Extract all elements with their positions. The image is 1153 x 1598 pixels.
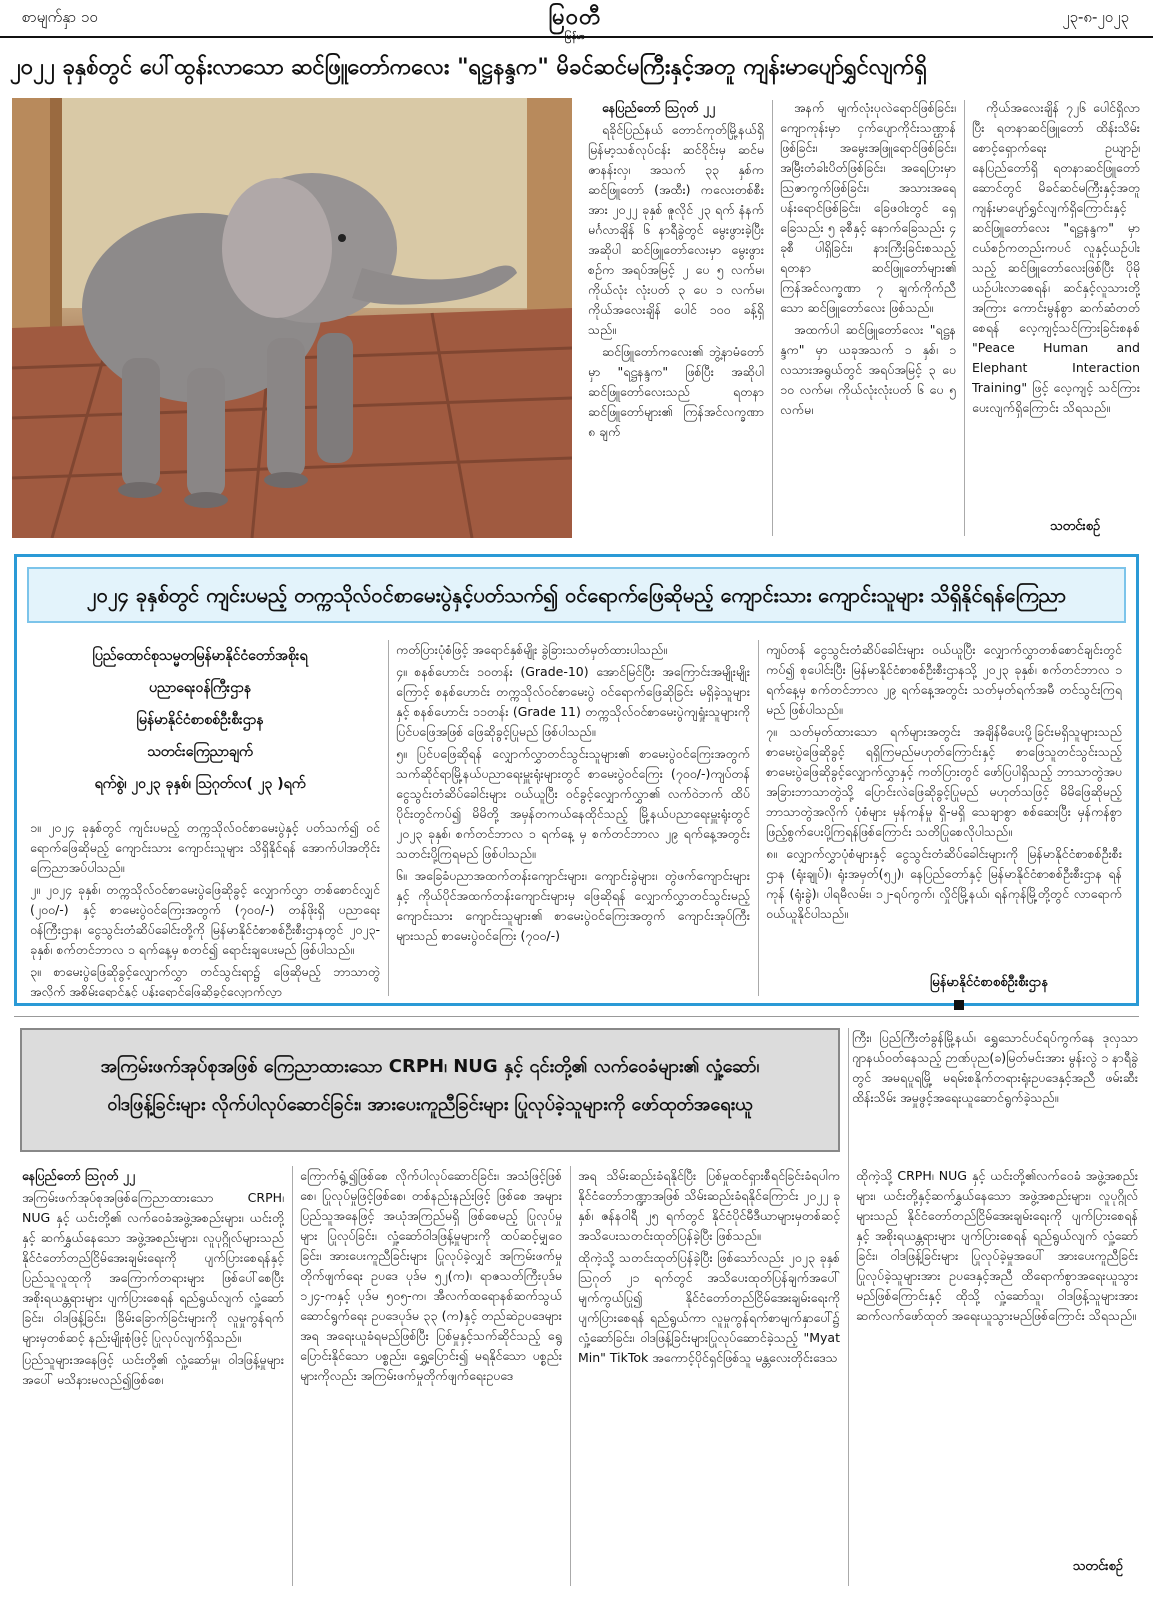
- column-rule: [848, 1028, 849, 1586]
- story1-paragraph: ရခိုင်ပြည်နယ် တောင်ကုတ်မြို့နယ်ရှိ မြန်မာ့သစ်လုပ်ငန်း ဆင်ဝိုင်းမှ ဆင်မ ဇာနန်းလှ၊ အသက် ၃၃ နှစ်က ဆင်ဖြူတော် (အထီး) ကလေးတစ်စီးအား ၂၀၂၂ ခုနှစ် ဇူလိုင် ၂၃ ရက် နံနက် မင်္ဂလာချိန် ၆ နာရီခွဲတွင် မွေးဖွားခဲ့ပြီး အဆိုပါ ဆင်ဖြူတော်လေးမှာ မွေးဖွားစဉ်က အရပ်အမြင့် ၂ ပေ ၅ လက်မ၊ ကိုယ်လုံး လုံးပတ် ၃ ပေ ၁ လက်မ၊ ကိုယ်အလေးချိန် ပေါင် ၁၀၀ ခန့်ရှိသည်။: [588, 122, 764, 337]
- story1-paragraph: အထက်ပါ ဆင်ဖြူတော်လေး "ရဋ္ဌနန္ဒက" မှာ ယခုအသက် ၁ နှစ်၊ ၁ လသားအရွယ်တွင် အရပ်အမြင့် ၃ ပေ ၁၀ လက်မ၊ ကိုယ်လုံးလုံးပတ် ၆ ပေ ၅ လက်မ၊: [780, 322, 956, 417]
- notice-paragraph: ၄။ စနစ်ဟောင်း ၁၀တန်း (Grade-10) အောင်မြင်ပြီး အကြောင်းအမျိုးမျိုးကြောင့် စနစ်ဟောင်း တက္ကသိုလ်ဝင်စာမေးပွဲ ဝင်ရောက်ဖြေဆိုခြင်း မရှိခဲ့သူများနှင့် စနစ်ဟောင်း ၁၁တန်း (Grade 11) တက္ကသိုလ်ဝင်စာမေးပွဲကျရှုံးသူများကို ပြင်ပဖြေအဖြစ် ဖြေဆိုခွင့်ပြုမည် ဖြစ်ပါသည်။: [396, 664, 750, 739]
- story3-headline-line: ဝါဒဖြန့်ခြင်းများ လိုက်ပါလုပ်ဆောင်ခြင်း၊ အားပေးကူညီခြင်းများ ပြုလုပ်ခဲ့သူများကို ဖော်ထုတ်အရေးယူ: [107, 1094, 753, 1115]
- notice-paragraph: ကျပ်တန် ငွေသွင်းတံဆိပ်ခေါင်းများ ဝယ်ယူပြီး လျှောက်လွှာတစ်စောင်ချင်းတွင်ကပ်၍ စုပေါင်းပြီး မြန်မာနိုင်ငံစာစစ်ဦးစီးဌာနသို့ ၂၀၂၃ ခုနှစ်၊ စက်တင်ဘာလ ၁ ရက်နေ့မှ စက်တင်ဘာလ ၂၉ ရက်နေ့အတွင်း သတ်မှတ်ရက်အမီ တင်သွင်းကြရမည် ဖြစ်ပါသည်။: [766, 642, 1122, 717]
- story1-byline: သတင်းစဉ်: [1050, 519, 1101, 534]
- story3-paragraph: ကြီး၊ ပြည်ကြီးတံခွန်မြို့နယ်၊ ရွှေသောင်ပင်ရပ်ကွက်နေ ဒုလှသာဂျာနယ်ဝတ်နေသည့် ဉာဏ်ပုည(ခ)မြတ်မင်းအား မွန်းလွဲ ၁ နာရီခွဲတွင် အမရပူရမြို့ မရမ်းစနိုက်တရားရုံးဥပဒေနှင့်အညီ ဖမ်းဆီးထိန်းသိမ်း အမှုဖွင့်အရေးယူဆောင်ရွက်ခဲ့သည်။: [852, 1030, 1138, 1105]
- logo-text: မြဝတီ: [548, 4, 602, 30]
- section-separator: [14, 1016, 1139, 1017]
- story3-headline-banner: [20, 1028, 840, 1152]
- notice-column-3: [766, 640, 1122, 970]
- page-number: စာမျက်နှာ ၁၀: [22, 8, 98, 26]
- white-elephant-calf-image: [12, 98, 572, 538]
- story1-paragraph: ဆင်ဖြူတော်ကလေး၏ ဘွဲ့နာမံတော်မှာ "ရဋ္ဌနန္ဒက" ဖြစ်ပြီး အဆိုပါ ဆင်ဖြူတော်လေးသည် ရတနာ ဆင်ဖြူတော်များ၏ ကြန်အင်လက္ခဏာ ၈ ချက်: [588, 344, 764, 439]
- notice-signature: မြန်မာနိုင်ငံစာစစ်ဦးစီးဌာန: [930, 975, 1048, 990]
- end-mark: [954, 1000, 964, 1010]
- logo-subtext: မြန်မာ: [564, 32, 586, 42]
- story3-paragraph: ထိုကဲ့သို့ သတင်းထုတ်ပြန်ခဲ့ပြီး ဖြစ်သော်လည်း ၂၀၂၃ ခုနှစ် ဩဂုတ် ၂၁ ရက်တွင် အသိပေးထုတ်ပြန်ချက်အပေါ် မျက်ကွယ်ပြု၍ နိုင်ငံတော်တည်ငြိမ်အေးချမ်းရေးကို ပျက်ပြားစေရန် ရည်ရွယ်ကာ လူမှုကွန်ရက်စာမျက်နှာပေါ်၌ လှုံ့ဆော်ခြင်း၊ ဝါဒဖြန့်ခြင်းများပြုလုပ်ဆောင်ခဲ့သည့် "Myat Min" TikTok အကောင့်ပိုင်ရှင်ဖြစ်သူ မန္တလေးတိုင်းဒေသ: [578, 1250, 840, 1365]
- story3-column-2: [300, 1166, 562, 1586]
- notice-heading-line: ရက်စွဲ၊ ၂၀၂၃ ခုနှစ်၊ ဩဂုတ်လ( ၂၃ )ရက်: [94, 776, 306, 792]
- story3-paragraph: ကြောက်ရွံ့၍ဖြစ်စေ လိုက်ပါလုပ်ဆောင်ခြင်း၊ အသံဖြင့်ဖြစ်စေ၊ ပြုလုပ်မှုဖြင့်ဖြစ်စေ၊ တစ်နည်းနည်းဖြင့် ဖြစ်စေ အများပြည်သူအနေဖြင့် အယုံအကြည်မရှိ ဖြစ်စေမည့် ပြုလုပ်မှုများ ပြုလုပ်ခြင်း၊ လှုံ့ဆော်ဝါဒဖြန့်မှုများကို ထပ်ဆင့်မျှဝေခြင်း၊ အားပေးကူညီခြင်းများ ပြုလုပ်ခဲ့လျှင် အကြမ်းဖက်မှုတိုက်ဖျက်ရေး ဥပဒေ ပုဒ်မ ၅၂(က)၊ ရာဇသတ်ကြီးပုဒ်မ ၁၂၄-ကနှင့် ပုဒ်မ ၅၀၅-က၊ အီလက်ထရောနစ်ဆက်သွယ်ဆောင်ရွက်ရေး ဥပဒေပုဒ်မ ၃၃ (က)နှင့် တည်ဆဲဥပဒေများအရ အရေးယူခံရမည်ဖြစ်ပြီး ပြစ်မှုနှင့်သက်ဆိုင်သည့် ရွေ့ပြောင်းနိုင်သော ပစ္စည်း၊ ရွှေ့ပြောင်း၍ မရနိုင်သော ပစ္စည်းများကိုလည်း အကြမ်းဖက်မှုတိုက်ဖျက်ရေးဥပဒေ: [300, 1168, 562, 1383]
- issue-date: ၂၃-၈-၂၀၂၃: [1062, 8, 1129, 26]
- story1-column-1: [588, 98, 764, 538]
- notice-heading-line: ပြည်ထောင်စုသမ္မတမြန်မာနိုင်ငံတော်အစိုးရ: [92, 648, 308, 664]
- column-rule: [388, 640, 389, 996]
- story1-headline: ၂၀၂၂ ခုနှစ်တွင် ပေါ်ထွန်းလာသော ဆင်ဖြူတော်ကလေး "ရဋ္ဌနန္ဒက" မိခင်ဆင်မကြီးနှင့်အတူ ကျန်းမာပျော်ရွှင်လျက်ရှိ: [10, 55, 928, 80]
- column-rule: [570, 1166, 571, 1586]
- story3-column-3: [578, 1166, 840, 1586]
- story3-dateline: နေပြည်တော် ဩဂုတ် ၂၂: [22, 1168, 136, 1183]
- notice-paragraph: ၂။ ၂၀၂၄ ခုနှစ်၊ တက္ကသိုလ်ဝင်စာမေးပွဲဖြေဆိုခွင့် လျှောက်လွှာ တစ်စောင်လျှင် (၂၀၀/-) နှင့် စာမေးပွဲဝင်ကြေးအတွက် (၇၀၀/-) တန်ဖိုးရှိ ပညာရေးဝန်ကြီးဌာန၊ ငွေသွင်းတံဆိပ်ခေါင်းတို့ကို မြန်မာနိုင်ငံစာစစ်ဦးစီးဌာနတွင် ၂၀၂၃-ခုနှစ်၊ စက်တင်ဘာလ ၁ ရက်နေ့မှ စတင်၍ ရောင်းချပေးမည် ဖြစ်ပါသည်။: [30, 882, 380, 957]
- notice-heading-line: ပညာရေးဝန်ကြီးဌာန: [149, 680, 251, 696]
- notice-paragraph: ၆။ အခြေခံပညာအထက်တန်းကျောင်းများ၊ ကျောင်းခွဲများ၊ တွဲဖက်ကျောင်းများနှင့် ကိုယ်ပိုင်အထက်တန်းကျောင်းများမှ ဖြေဆိုရန် လျှောက်လွှာတင်သွင်းမည့် ကျောင်းသား ကျောင်းသူများ၏ စာမေးပွဲဝင်ကြေးအတွက် ကျောင်းအုပ်ကြီးများသည် စာမေးပွဲဝင်ကြေး (၇၀၀/-): [396, 868, 750, 943]
- notice-paragraph: ၇။ သတ်မှတ်ထားသော ရက်များအတွင်း အချိန်မီပေးပို့ခြင်းမရှိသူများသည် စာမေးပွဲဖြေဆိုခွင့် ရရှိကြမည်မဟုတ်ကြောင်းနှင့် စာဖြေသူတင်သွင်းသည့် စာမေးပွဲဖြေဆိုခွင့်လျှောက်လွှာနှင့် ကတ်ပြားတွင် ဖော်ပြပါရှိသည့် ဘာသာတွဲအပ အခြားဘာသာတွဲသို့ ပြောင်းလဲဖြေဆိုခွင့်ပြုမည် မဟုတ်သဖြင့် မိမိဖြေဆိုမည့် ဘာသာတွဲအလိုက် ပုံစံများ မှန်ကန်မှု ရှိ-မရှိ သေချာစွာ စစ်ဆေးပြီး မှန်ကန်စွာဖြည့်စွက်ပေးပို့ကြရန်ဖြစ်ကြောင်း သတိပြုစေလိုပါသည်။: [766, 724, 1122, 839]
- story1-column-2: [780, 98, 956, 538]
- page-header: [0, 0, 1153, 42]
- story3-column-1: [22, 1166, 284, 1566]
- story3-byline: သတင်းစဉ်: [1072, 1559, 1123, 1574]
- story3-paragraph: အရ သိမ်းဆည်းခံရနိုင်ပြီး ပြစ်မှုထင်ရှားစီရင်ခြင်းခံရပါက နိုင်ငံတော်ဘဏ္ဍာအဖြစ် သိမ်းဆည်းခံရနိုင်ကြောင်း ၂၀၂၂ ခုနှစ်၊ ဇန်နဝါရီ ၂၅ ရက်တွင် နိုင်ငံပိုင်မီဒီယာများမှတစ်ဆင့် အသိပေးသတင်းထုတ်ပြန်ခဲ့ပြီး ဖြစ်သည်။: [578, 1168, 840, 1243]
- notice-heading-line: မြန်မာနိုင်ငံစာစစ်ဦးစီးဌာန: [136, 712, 264, 728]
- story3-right-top-text: [852, 1028, 1138, 1156]
- exam-notice-banner: ၂၀၂၄ ခုနှစ်တွင် ကျင်းပမည့် တက္ကသိုလ်ဝင်စာမေးပွဲနှင့်ပတ်သက်၍ ဝင်ရောက်ဖြေဆိုမည့် ကျောင်းသား ကျောင်းသူများ သိရှိနိုင်ရန်ကြေညာ: [27, 567, 1126, 623]
- story1-paragraph: ကိုယ်အလေးချိန် ၇၂၆ ပေါင်ရှိလာပြီး ရတနာဆင်ဖြူတော် ထိန်းသိမ်း စောင့်ရှောက်ရေး ဥယျာဉ်၊ နေပြည်တော်ရှိ ရတနာဆင်ဖြူတော်ဆောင်တွင် မိခင်ဆင်မကြီးနှင့်အတူ ကျန်းမာပျော်ရွှင်လျက်ရှိကြောင်းနှင့် ဆင်ဖြူတော်လေး "ရဋ္ဌနန္ဒက" မှာ ငယ်စဉ်ကတည်းကပင် လူနှင့်ယဉ်ပါးသည့် ဆင်ဖြူတော်လေးဖြစ်ပြီး ပိုမိုယဉ်ပါးလာစေရန်၊ ဆင်နှင့်လူသားတို့အကြား ကောင်းမွန်စွာ ဆက်ဆံတတ်စေရန် လေ့ကျင့်သင်ကြားခြင်းစနစ် "Peace Human and Elephant Interaction Training" ဖြင့် လေ့ကျင့် သင်ကြားပေးလျက်ရှိကြောင်း သိရသည်။: [972, 100, 1140, 415]
- column-rule: [772, 100, 773, 536]
- notice-column-1: [30, 818, 380, 998]
- story3-paragraph: ပြည်သူများအနေဖြင့် ယင်းတို့၏ လှုံ့ဆော်မှု၊ ဝါဒဖြန့်မှုများအပေါ် မသိနားမလည်၍ဖြစ်စေ၊: [22, 1352, 284, 1387]
- notice-paragraph: ၅။ ပြင်ပဖြေဆိုရန် လျှောက်လွှာတင်သွင်းသူများ၏ စာမေးပွဲဝင်ကြေးအတွက် သက်ဆိုင်ရာမြို့နယ်ပညာရေးမှူးရုံးများတွင် စာမေးပွဲဝင်ကြေး (၇၀၀/-)ကျပ်တန် ငွေသွင်းတံဆိပ်ခေါင်းများ ဝယ်ယူပြီး ဝင်ခွင့်လျှောက်လွှာ၏ လက်ဝဲဘက် ထိပ်ပိုင်းတွင်ကပ်၍ မိမိတို့ အမှန်တကယ်နေထိုင်သည့် မြို့နယ်ပညာရေးမှူးရုံးတွင် ၂၀၂၃ ခုနှစ်၊ စက်တင်ဘာလ ၁ ရက်နေ့ မှ စက်တင်ဘာလ ၂၉ ရက်နေ့အတွင်း သတင်းပို့ကြရမည် ဖြစ်ပါသည်။: [396, 746, 750, 861]
- story3-paragraph: ထိုကဲ့သို့ CRPH၊ NUG နှင့် ယင်းတို့၏လက်ဝေခံ အဖွဲ့အစည်းများ၊ ယင်းတို့နှင့်ဆက်နွှယ်နေသော အဖွဲ့အစည်းများ၊ လူပုဂ္ဂိုလ်များသည် နိုင်ငံတော်တည်ငြိမ်အေးချမ်းရေးကို ပျက်ပြားစေရန်နှင့် အစိုးရယန္တရားများ ပျက်ပြားစေရန် ရည်ရွယ်လျက် လှုံ့ဆော်ခြင်း၊ ဝါဒဖြန့်ခြင်းများ ပြုလုပ်ခဲ့မှုအပေါ် အားပေးကူညီခြင်းပြုလုပ်ခဲ့သူများအား ဥပဒေနှင့်အညီ ထိရောက်စွာအရေးယူသွားမည်ဖြစ်ကြောင်းနှင့် ထိုသို့ လှုံ့ဆော်သူ၊ ဝါဒဖြန့်သူများအား ဆက်လက်ဖော်ထုတ် အရေးယူသွားမည်ဖြစ်ကြောင်း သိရသည်။: [856, 1168, 1138, 1323]
- column-rule: [292, 1166, 293, 1586]
- story3-paragraph: အကြမ်းဖက်အုပ်စုအဖြစ်ကြေညာထားသော CRPH၊ NUG နှင့် ယင်းတို့၏ လက်ဝေခံအဖွဲ့အစည်းများ၊ ယင်းတို့နှင့် ဆက်နွှယ်နေသော အဖွဲ့အစည်းများ၊ လူပုဂ္ဂိုလ်များသည် နိုင်ငံတော်တည်ငြိမ်အေးချမ်းရေးကို ပျက်ပြားစေရန်နှင့်ပြည်သူလူထုကို အကြောက်တရားများ ဖြစ်ပေါ်စေပြီး အစိုးရယန္တရားများ ပျက်ပြားစေရန် ရည်ရွယ်လျက် လှုံ့ဆော်ခြင်း၊ ဝါဒဖြန့်ခြင်း၊ ခြိမ်းခြောက်ခြင်းများကို လူမှုကွန်ရက်များမှတစ်ဆင့် နည်းမျိုးစုံဖြင့် ပြုလုပ်လျက်ရှိသည်။: [22, 1190, 284, 1345]
- notice-paragraph: ၃။ စာမေးပွဲဖြေဆိုခွင့်လျှောက်လွှာ တင်သွင်းရာ၌ ဖြေဆိုမည့် ဘာသာတွဲအလိုက် အစိမ်းရောင်နှင့် ပန်းရောင်ဖြေဆိုခွင့်လျှောက်လွှာ: [30, 964, 380, 998]
- story3-column-4: [856, 1166, 1138, 1546]
- newspaper-logo: [480, 2, 670, 42]
- column-rule: [758, 640, 759, 996]
- story1-column-3: [972, 98, 1140, 516]
- notice-paragraph: ကတ်ပြားပုံစံဖြင့် အရောင်နှစ်မျိုး ခွဲခြားသတ်မှတ်ထားပါသည်။: [396, 642, 667, 657]
- notice-paragraph: ၈။ လျှောက်လွှာပုံစံများနှင့် ငွေသွင်းတံဆိပ်ခေါင်းများကို မြန်မာနိုင်ငံစာစစ်ဦးစီးဌာန (ရုံးချုပ်)၊ ရုံးအမှတ်(၅၂)၊ နေပြည်တော်နှင့် မြန်မာနိုင်ငံစာစစ်ဦးစီးဌာန ရန်ကုန် (ရုံးခွဲ)၊ ပါရမီလမ်း၊ ၁၂-ရပ်ကွက်၊ လှိုင်မြို့နယ်၊ ရန်ကုန်မြို့တို့တွင် လာရောက်ဝယ်ယူနိုင်ပါသည်။: [766, 846, 1122, 921]
- notice-column-2: [396, 640, 750, 998]
- notice-heading-line: သတင်းကြေညာချက်: [147, 744, 253, 760]
- elephant-photo: [12, 98, 572, 538]
- notice-paragraph: ၁။ ၂၀၂၄ ခုနှစ်တွင် ကျင်းပမည့် တက္ကသိုလ်ဝင်စာမေးပွဲနှင့် ပတ်သက်၍ ဝင်ရောက်ဖြေဆိုမည့် ကျောင်းသား ကျောင်းသူများ သိရှိနိုင်ရန် အောက်ပါအတိုင်း ကြေညာအပ်ပါသည်။: [30, 820, 380, 875]
- column-rule: [964, 100, 965, 536]
- story1-paragraph: အနက် မျက်လုံးပုလဲရောင်ဖြစ်ခြင်း၊ ကျောကုန်းမှာ ငှက်ပျောကိုင်းသဏ္ဌာန်ဖြစ်ခြင်း၊ အမွေးအဖြူရောင်ဖြစ်ခြင်း၊ အမြီးတံခါးပိတ်ဖြစ်ခြင်း၊ အရေပြားမှာ ဩဇာကွက်ဖြစ်ခြင်း၊ အသားအရေ ပန်းရောင်ဖြစ်ခြင်း၊ ခြေဖဝါးတွင် ရှေ့ခြေသည်း ၅ ခုစီနှင့် နောက်ခြေသည်း ၄ ခုစီ ပါရှိခြင်း၊ နားကြီးခြင်းစသည့် ရတနာ ဆင်ဖြူတော်များ၏ ကြန်အင်လက္ခဏာ ၇ ချက်ကိုက်ညီသော ဆင်ဖြူတော်လေး ဖြစ်သည်။: [780, 100, 956, 315]
- story1-dateline: နေပြည်တော် ဩဂုတ် ၂၂: [602, 100, 716, 115]
- story3-headline-line: အကြမ်းဖက်အုပ်စုအဖြစ် ကြေညာထားသော CRPH၊ NUG နှင့် ၎င်းတို့၏ လက်ဝေခံများ၏ လှုံ့ဆော်၊: [100, 1056, 760, 1077]
- notice-heading-block: [30, 640, 370, 800]
